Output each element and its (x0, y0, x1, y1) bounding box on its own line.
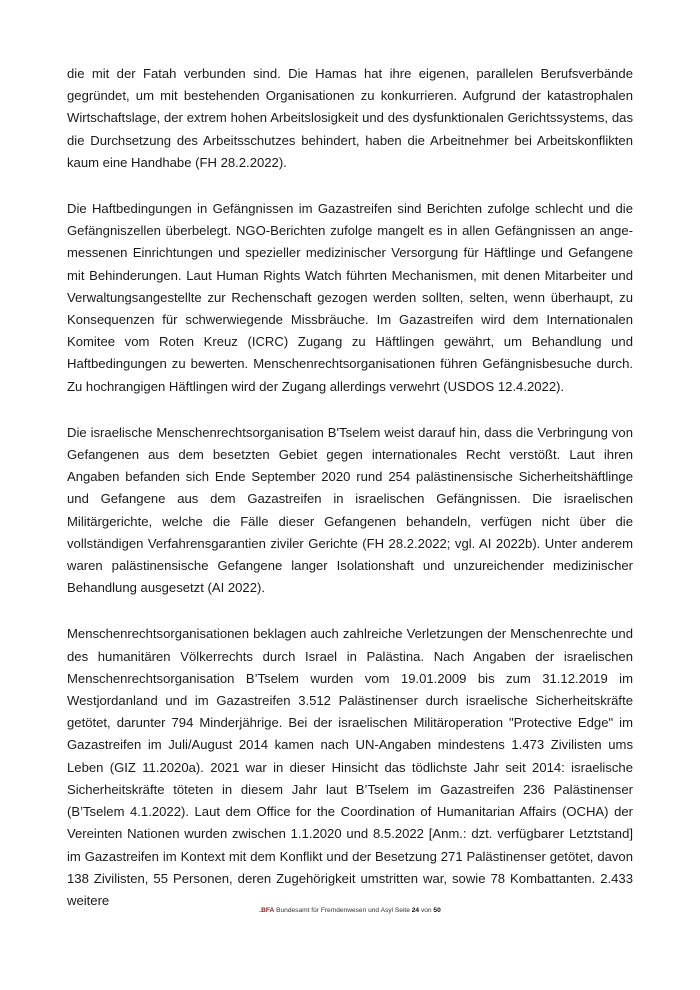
footer-of-label: von (420, 907, 432, 914)
bfa-logo: .BFA (259, 907, 275, 914)
paragraph-human-rights-violations: Menschenrechtsorganisationen beklagen auch zahlreiche Verletzungen der Menschenrechte und des humanitären Völkerrechts durch Israel in Palästina. Nach Angaben der israelischen Menschenrechtsorganisation B’Tselem wurden vom 19.01.2009 bis zum 31.12.2019 im Westjordanland und im Gazastreifen 3.512 Palästinenser durch israelische Sicherheitskräfte getötet, darunter 794 Minderjährige. Bei der israelischen Militäroperation "Protective Edge" im Gazastreifen im Juli/August 2014 kamen nach UN-Angaben mindestens 1.473 Zivilisten ums Leben (GIZ 11.2020a). 2021 war in dieser Hinsicht das tödlichste Jahr seit 2014: israelische Sicherheitskräfte töteten in diesem Jahr laut B’Tselem im Gazastreifen 236 Palästinenser (B’Tselem 4.1.2022). Laut dem Office for the Coordination of Humanitarian Affairs (OCHA) der Vereinten Nationen wurden zwischen 1.1.2020 und 8.5.2022 [Anm.: dzt. verfügbarer Letztstand] im Gazastreifen im Kontext mit dem Konflikt und der Besetzung 271 Palästinenser getötet, davon 138 Zivilisten, 55 Personen, deren Zugehörigkeit umstritten war, sowie 78 Kombattanten. 2.433 weitere (67, 626, 633, 908)
footer-page-label: Seite (394, 907, 410, 914)
footer-organization: Bundesamt für Fremdenwesen und Asyl (276, 907, 394, 914)
paragraph-labor-rights: die mit der Fatah verbunden sind. Die Hamas hat ihre eigenen, parallelen Berufsverbände gegründet, um mit bestehenden Organisationen zu konkurrieren. Aufgrund der katastrophalen Wirtschaftslage, der extrem hohen Arbeitslosigkeit und des dysfunktionalen Gerichtssystems, das die Durchsetzung des Arbeitsschutzes behindert, haben die Arbeitnehmer bei Arbeitskonflikten kaum eine Handhabe (FH 28.2.2022). (67, 66, 633, 170)
footer-total-pages: 50 (433, 907, 441, 914)
page-footer (0, 907, 700, 914)
paragraph-prison-conditions: Die Haftbedingungen in Gefängnissen im Gazastreifen sind Berichten zufolge schlecht und die Gefängniszellen überbelegt. NGO-Berichten zufolge mangelt es in allen Gefängnissen an angemessenen Einrichtungen und spezieller medizinischer Versorgung für Häftlinge und Gefangene mit Behinderungen. Laut Human Rights Watch führten Mechanismen, mit denen Mitarbeiter und Verwaltungsangestellte zur Rechenschaft gezogen werden sollten, selten, wenn überhaupt, zu Konsequenzen für schwerwiegende Missbräuche. Im Gazastreifen wird dem Internationalen Komitee vom Roten Kreuz (ICRC) Zugang zu Häftlingen gewährt, um Behandlung und Haftbedingungen zu bewerten. Menschenrechtsorganisationen führen Gefängnisbesuche durch. Zu hochrangigen Häftlingen wird der Zugang allerdings verwehrt (USDOS 12.4.2022). (67, 201, 633, 394)
paragraph-btselem-detainees: Die israelische Menschenrechtsorganisation B'Tselem weist darauf hin, dass die Verbringung von Gefangenen aus dem besetzten Gebiet gegen internationales Recht verstößt. Laut ihren Angaben befanden sich Ende September 2020 rund 254 palästinensische Sicherheitshäftlinge und Gefangene aus dem Gazastreifen in israelischen Gefängnissen. Die israelischen Militärgerichte, welche die Fälle dieser Gefangenen behandeln, verfügen nicht über die vollständigen Verfahrensgarantien ziviler Gerichte (FH 28.2.2022; vgl. AI 2022b). Unter anderem waren palästinensische Gefangene langer Isolationshaft und unzureichender medizinischer Behandlung ausgesetzt (AI 2022). (67, 424, 633, 596)
document-body (67, 63, 633, 936)
footer-current-page: 24 (411, 907, 420, 914)
